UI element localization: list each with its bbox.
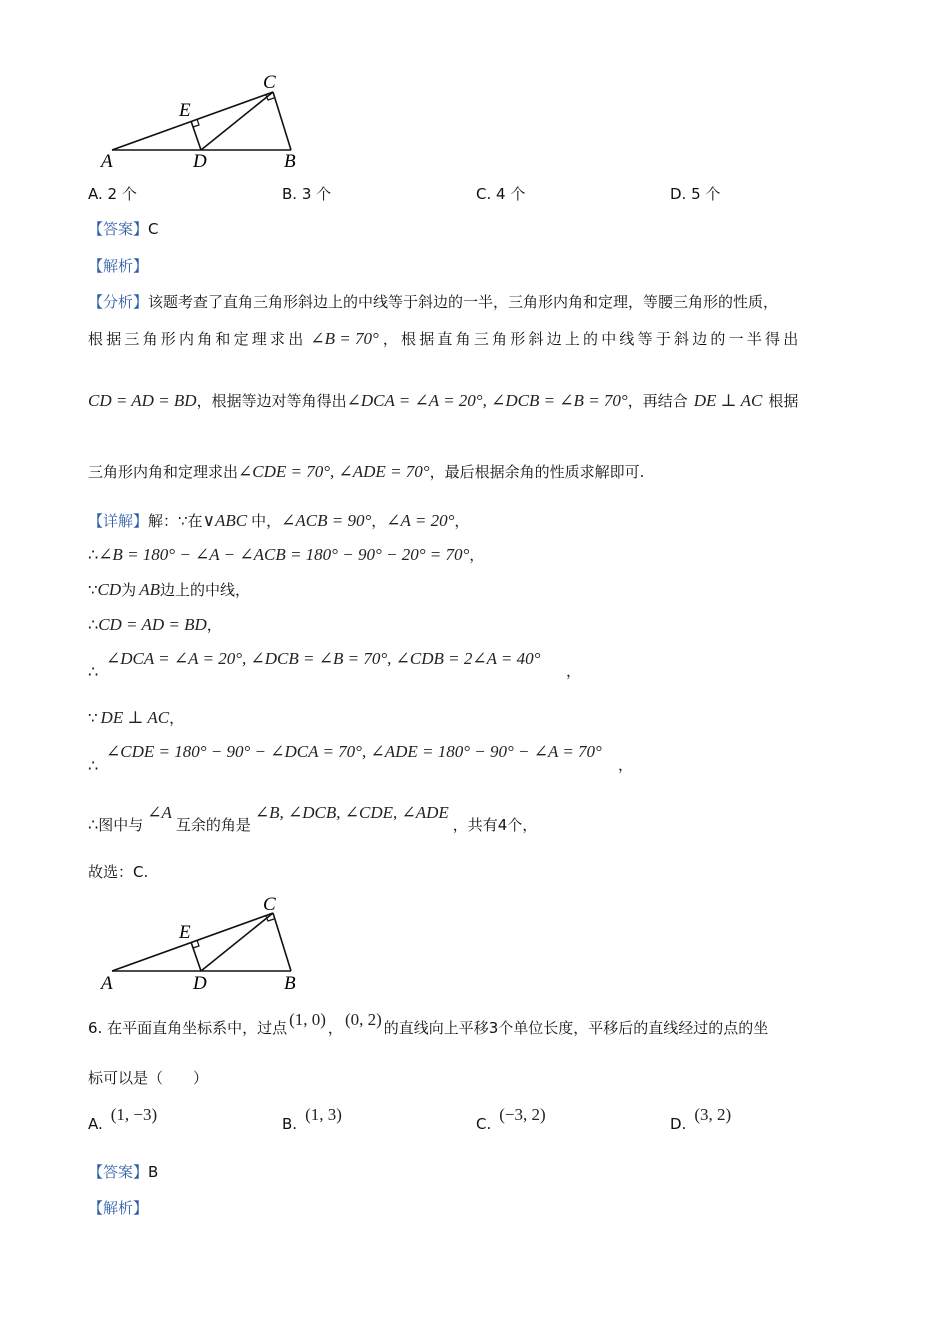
- q6-stem-line2: 标可以是（ ）: [88, 1069, 209, 1087]
- q5-detail-line6: [88, 709, 184, 726]
- fenxi-math: ∠B = 70°: [310, 329, 379, 348]
- detail-text: ，: [454, 512, 470, 530]
- detail-math: ∠ACB = 90°: [281, 511, 372, 530]
- detail-text: ，: [469, 546, 485, 564]
- detail-text: 为: [121, 581, 137, 599]
- therefore-symbol: ∴: [88, 756, 99, 775]
- q5-fenxi-line2: [88, 330, 863, 347]
- answer-value: B: [148, 1163, 159, 1181]
- q5-detail-line4: [88, 616, 222, 633]
- triangle-figure-top: [95, 70, 310, 175]
- detail-text: ，: [371, 512, 387, 530]
- option-value: (−3, 2): [499, 1105, 546, 1124]
- option-text: 4 个: [496, 185, 526, 203]
- q5-detail-line5-comma: ，: [566, 662, 582, 680]
- option-letter: B.: [282, 185, 298, 203]
- q6-stem-line1: [88, 1010, 769, 1037]
- fenxi-text: ，最后根据余角的性质求解即可.: [429, 463, 645, 481]
- fenxi-math: ∠CDE = 70°, ∠ADE = 70°: [238, 462, 430, 481]
- q5-detail-line7-comma: ，: [618, 756, 634, 774]
- option-value: (1, −3): [110, 1105, 158, 1124]
- q5-detail-line3: [88, 581, 250, 598]
- fenxi-text: ，根据等边对等角得出: [196, 392, 347, 410]
- label-A: A: [101, 151, 113, 172]
- q6-answer: [88, 1165, 158, 1180]
- q6-point-1: (1, 0): [289, 1010, 326, 1029]
- q5-option-c[interactable]: [476, 187, 525, 202]
- label-E: E: [179, 100, 191, 121]
- option-letter: A.: [88, 185, 103, 203]
- detail-math: DE ⊥ AC: [100, 708, 170, 727]
- q5-detail-line8: [88, 803, 538, 834]
- option-text: 2 个: [107, 185, 137, 203]
- fenxi-tag: 【分析】: [88, 293, 149, 311]
- label-D: D: [193, 973, 207, 994]
- detail-text: ，: [169, 709, 185, 727]
- segment-CD: [201, 92, 273, 150]
- q6-text: ，: [327, 1019, 343, 1037]
- option-letter: D.: [670, 185, 687, 203]
- q5-detail-line5-math: ∠DCA = ∠A = 20°, ∠DCB = ∠B = 70°, ∠CDB = 2∠A = 40°: [106, 649, 541, 668]
- option-letter: D.: [670, 1115, 687, 1133]
- answer-tag: 【答案】: [88, 1163, 149, 1181]
- q5-detail-line9: 故选：C.: [88, 863, 149, 881]
- option-value: (1, 3): [305, 1105, 342, 1124]
- fenxi-math: CD = AD = BD: [88, 391, 197, 410]
- therefore-symbol: ∴: [88, 545, 99, 564]
- detail-text: ∵: [88, 709, 98, 727]
- option-letter: B.: [282, 1115, 298, 1133]
- q5-detail-line2: [88, 546, 484, 563]
- q6-analysis-tag: 【解析】: [88, 1199, 149, 1217]
- detail-text: ，: [206, 616, 222, 634]
- answer-value: C: [148, 220, 159, 238]
- label-B: B: [284, 151, 296, 172]
- q5-fenxi-line1: [88, 295, 778, 310]
- detail-math: ∠B = 180° − ∠A − ∠ACB = 180° − 90° − 20° = 70°: [98, 545, 470, 564]
- detail-text: ，共有4个，: [452, 816, 538, 834]
- q5-fenxi-line3: [88, 392, 798, 409]
- detail-math: CD = AD = BD: [98, 615, 207, 634]
- q5-analysis-tag: 【解析】: [88, 257, 149, 275]
- detail-math: AB: [139, 580, 160, 599]
- detail-tag: 【详解】: [88, 512, 149, 530]
- label-C: C: [263, 894, 276, 915]
- segment-AC: [112, 92, 273, 150]
- fenxi-text: 三角形内角和定理求出: [88, 463, 239, 481]
- detail-math: ∠A: [147, 803, 172, 822]
- segment-AC: [112, 913, 273, 971]
- option-letter: C.: [476, 185, 492, 203]
- segment-CD: [201, 913, 273, 971]
- fenxi-text: ，再结合: [627, 392, 688, 410]
- q6-option-c[interactable]: [476, 1105, 546, 1133]
- q6-option-b[interactable]: [282, 1105, 342, 1133]
- label-D: D: [193, 151, 207, 172]
- fenxi-math: ∠DCA = ∠A = 20°, ∠DCB = ∠B = 70°: [346, 391, 628, 410]
- q5-detail-line7-math: ∠CDE = 180° − 90° − ∠DCA = 70°, ∠ADE = 180° − 90° − ∠A = 70°: [106, 742, 602, 761]
- q5-option-a[interactable]: [88, 187, 137, 202]
- detail-text: 互余的角是: [175, 816, 251, 834]
- label-C: C: [263, 72, 276, 93]
- q5-answer: [88, 222, 159, 237]
- label-B: B: [284, 973, 296, 994]
- label-E: E: [179, 922, 191, 943]
- triangle-figure-bottom: [95, 893, 310, 998]
- q6-text: 的直线向上平移3个单位长度，平移后的直线经过的点的坐: [383, 1019, 769, 1037]
- q5-option-b[interactable]: [282, 187, 331, 202]
- fenxi-text: 根据: [768, 392, 799, 410]
- therefore-symbol: ∴: [88, 615, 99, 634]
- answer-tag: 【答案】: [88, 220, 149, 238]
- detail-math: ∠A = 20°: [386, 511, 455, 530]
- q5-option-d[interactable]: [670, 187, 720, 202]
- option-letter: C.: [476, 1115, 492, 1133]
- detail-text: 解：∵在: [148, 512, 203, 530]
- option-text: 5 个: [691, 185, 721, 203]
- fenxi-text: 该题考查了直角三角形斜边上的中线等于斜边的一半，三角形内角和定理，等腰三角形的性质，: [148, 293, 779, 311]
- q5-fenxi-line4: [88, 463, 644, 480]
- detail-math: ∨ABC: [202, 511, 248, 530]
- fenxi-math: DE ⊥ AC: [693, 391, 763, 410]
- option-text: 3 个: [301, 185, 332, 203]
- detail-text: 边上的中线，: [159, 581, 250, 599]
- label-A: A: [101, 973, 113, 994]
- fenxi-text: ，根据直角三角形斜边上的中线等于斜边的一半得出: [382, 330, 802, 348]
- detail-text: 中，: [251, 512, 282, 530]
- fenxi-text: 根据三角形内角和定理求出: [88, 330, 307, 348]
- detail-math: ∠B, ∠DCB, ∠CDE, ∠ADE: [254, 803, 449, 822]
- q6-option-a[interactable]: [88, 1105, 158, 1133]
- q5-detail-line1: [88, 512, 469, 529]
- therefore-symbol: ∴: [88, 662, 99, 681]
- q6-text: 6. 在平面直角坐标系中，过点: [88, 1019, 288, 1037]
- option-value: (3, 2): [694, 1105, 732, 1124]
- q6-option-d[interactable]: [670, 1105, 732, 1133]
- option-letter: A.: [88, 1115, 103, 1133]
- therefore-symbol: ∴: [88, 815, 99, 834]
- detail-text: ∵: [88, 581, 98, 599]
- q6-point-2: (0, 2): [344, 1010, 382, 1029]
- segment-CB: [273, 92, 291, 150]
- segment-CB: [273, 913, 291, 971]
- detail-text: 图中与: [98, 816, 144, 834]
- detail-math: CD: [97, 580, 122, 599]
